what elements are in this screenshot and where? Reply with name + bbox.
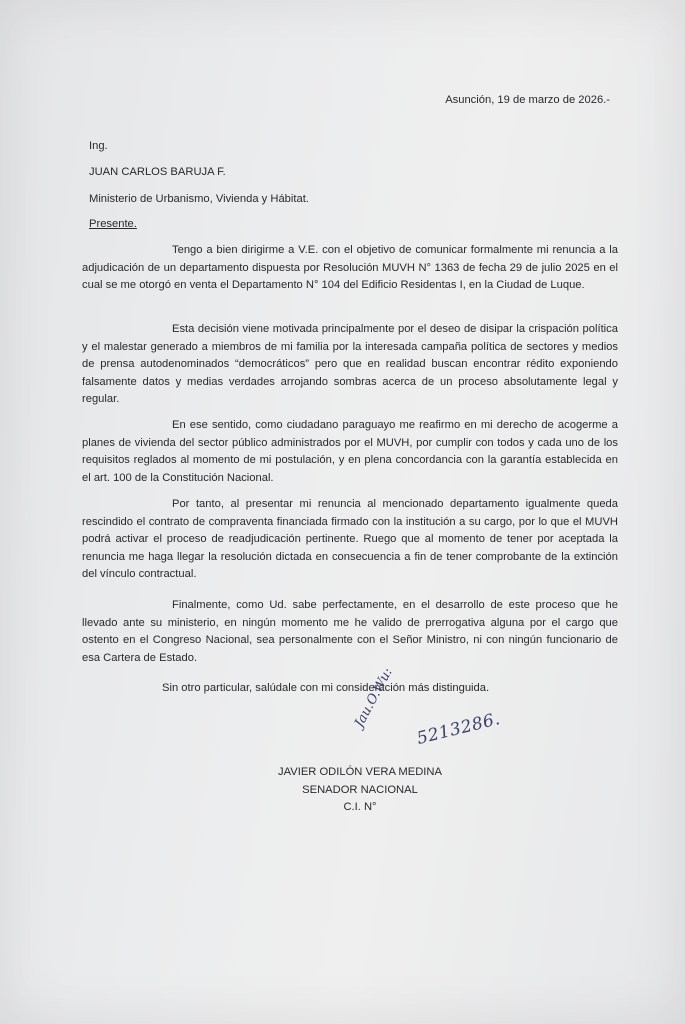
recipient-organization: Ministerio de Urbanismo, Vivienda y Hábitat. — [89, 193, 309, 205]
signature-scribble: Jau.O.Wu: — [352, 665, 396, 731]
signatory-id: C.I. N° — [343, 801, 377, 813]
paragraph-2: Esta decisión viene motivada principalmente por el deseo de disipar la crispación política y el malestar generado a miembros de mi familia por la interesada campaña política de sectores y medios de prensa autodenominados “democráticos” pero que en realidad buscan encontrar rédito exponiendo falsamente datos y medias verdades arrojando sombras acerca de un proceso absolutamente legal y regular. — [82, 323, 618, 406]
paragraph-3: En ese sentido, como ciudadano paraguayo me reafirmo en mi derecho de acogerme a planes de vivienda del sector público administrados por el MUVH, por cumplir con todos y cada uno de los requisitos reglados al momento de mi postulación, y en plena concordancia con la garantía establecida en el art. 100 de la Constitución Nacional. — [82, 419, 618, 484]
handwritten-number: 5213286. — [414, 709, 503, 749]
recipient-name: JUAN CARLOS BARUJA F. — [89, 166, 226, 178]
recipient-title: Ing. — [89, 140, 108, 152]
paragraph-4: Por tanto, al presentar mi renuncia al mencionado departamento igualmente queda rescindido el contrato de compraventa financiada firmado con la institución a su cargo, por lo que el MUVH podrá activar el proceso de readjudicación pertinente. Ruego que al momento de tener por aceptada la renuncia me haga llegar la resolución dictada en consecuencia a fin de tener comprobante de la extinción del vínculo contractual. — [82, 498, 618, 581]
signatory-position: SENADOR NACIONAL — [302, 783, 418, 796]
signatory-block — [260, 764, 460, 817]
letter-date: Asunción, 19 de marzo de 2026.- — [445, 94, 610, 106]
signatory-name: JAVIER ODILÓN VERA MEDINA — [278, 766, 442, 778]
closing-line: Sin otro particular, salúdale con mi consideración más distinguida. — [162, 682, 490, 694]
paragraph-5: Finalmente, como Ud. sabe perfectamente, en el desarrollo de este proceso que he llevado ante su ministerio, en ningún momento me he valido de prerrogativa alguna por el cargo que ostento en el Congreso Nacional, sea personalmente con el Señor Ministro, ni con ningún funcionario de esa Cartera de Estado. — [82, 599, 618, 664]
recipient-present: Presente. — [89, 218, 137, 230]
paragraph-1: Tengo a bien dirigirme a V.E. con el objetivo de comunicar formalmente mi renuncia a la adjudicación de un departamento dispuesta por Resolución MUVH N° 1363 de fecha 29 de julio 2025 en el cual se me otorgó en venta el Departamento N° 104 del Edificio Residentas I, en la Ciudad de Luque. — [82, 244, 618, 292]
